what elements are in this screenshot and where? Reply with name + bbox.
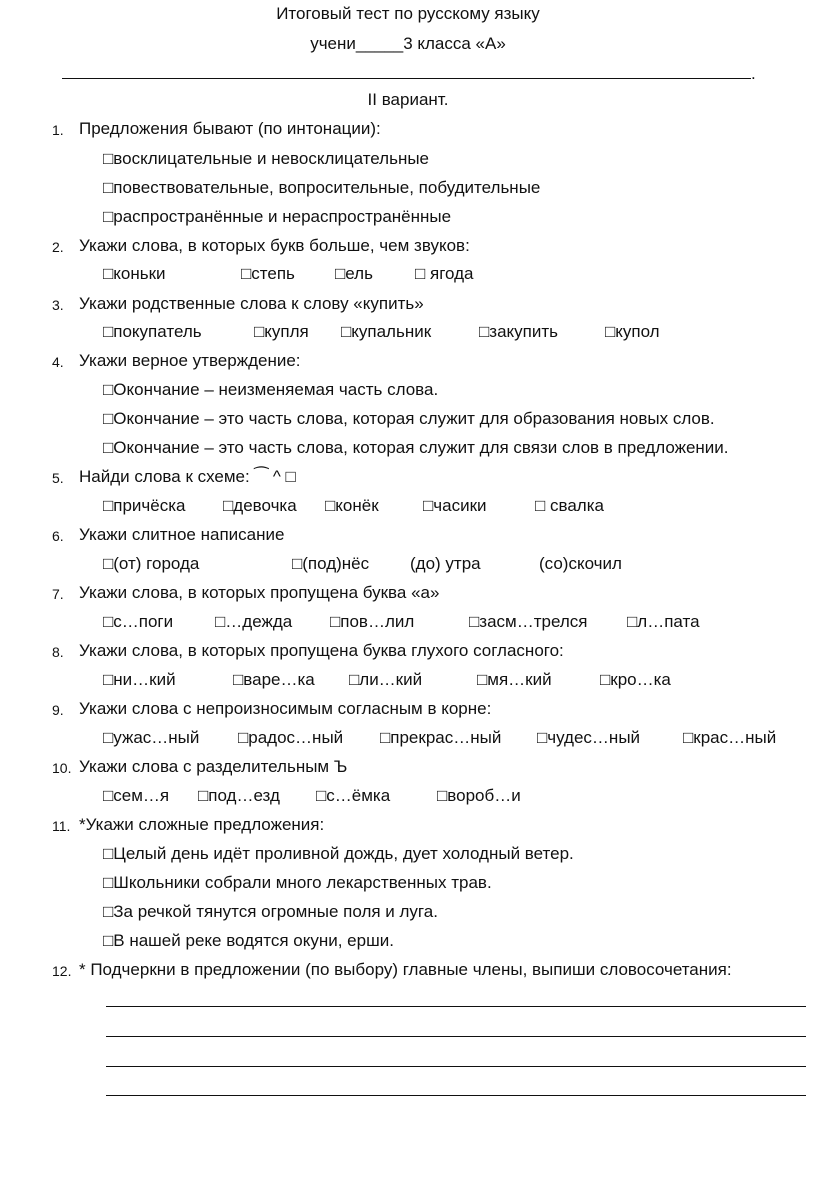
answer-option[interactable]: □ свалка (535, 496, 604, 515)
answer-option[interactable]: □ ягода (415, 264, 474, 283)
question-text: Укажи слова, в которых букв больше, чем звуков: (79, 236, 470, 255)
answer-option[interactable]: □девочка (223, 496, 297, 515)
answer-write-line[interactable] (106, 1095, 806, 1096)
question-number: 4. (52, 354, 64, 370)
question-number: 2. (52, 239, 64, 255)
answer-option[interactable]: □За речкой тянутся огромные поля и луга. (103, 902, 438, 921)
answer-option[interactable]: □с…поги (103, 612, 174, 631)
answer-option[interactable]: □причёска (103, 496, 186, 515)
answer-option[interactable]: □закупить (479, 322, 558, 341)
question-text: Предложения бывают (по интонации): (79, 119, 381, 138)
answer-option[interactable]: □чудес…ный (537, 728, 641, 747)
answer-option[interactable]: □восклицательные и невосклицательные (103, 149, 430, 168)
answer-option[interactable]: □крас…ный (683, 728, 777, 747)
student-name-row (62, 58, 756, 84)
answer-option[interactable]: □варе…ка (233, 670, 315, 689)
answer-option[interactable]: □повествовательные, вопросительные, побудительные (103, 178, 541, 197)
question-text: Укажи слитное написание (79, 525, 285, 544)
answer-option[interactable]: □Школьники собрали много лекарственных трав. (103, 873, 492, 892)
question-number: 6. (52, 528, 64, 544)
page-title: Итоговый тест по русскому языку (276, 4, 540, 23)
student-class-line (0, 34, 816, 54)
answer-option[interactable]: □коньки (103, 264, 166, 283)
answer-option[interactable]: □пов…лил (330, 612, 415, 631)
answer-write-line[interactable] (106, 1066, 806, 1067)
question-text: * Подчеркни в предложении (по выбору) главные члены, выпиши словосочетания: (79, 960, 732, 979)
question-text: Укажи верное утверждение: (79, 351, 301, 370)
answer-option[interactable]: □кро…ка (600, 670, 671, 689)
answer-option[interactable]: □распространённые и нераспространённые (103, 207, 452, 226)
answer-option[interactable]: □Окончание – это часть слова, которая служит для образования новых слов. (103, 409, 715, 428)
question-number: 1. (52, 122, 64, 138)
question-text: Найди слова к схеме: ⁀ ^ □ (79, 467, 296, 486)
question-number: 7. (52, 586, 64, 602)
name-line-end: . (751, 64, 756, 83)
answer-option[interactable]: □мя…кий (477, 670, 552, 689)
answer-write-line[interactable] (106, 1006, 806, 1007)
answer-option[interactable]: (со)скочил (539, 554, 622, 573)
student-name-line[interactable] (62, 58, 751, 79)
answer-option[interactable]: □радос…ный (238, 728, 344, 747)
question-number: 10. (52, 760, 72, 776)
question-number: 5. (52, 470, 64, 486)
answer-option[interactable]: (до) утра (410, 554, 481, 573)
answer-option[interactable]: □ель (335, 264, 373, 283)
answer-write-line[interactable] (106, 1036, 806, 1037)
answer-option[interactable]: □Окончание – неизменяемая часть слова. (103, 380, 439, 399)
answer-option[interactable]: □прекрас…ный (380, 728, 502, 747)
answer-option[interactable]: □вороб…и (437, 786, 521, 805)
question-number: 8. (52, 644, 64, 660)
question-number: 9. (52, 702, 64, 718)
answer-option[interactable]: □(под)нёс (292, 554, 370, 573)
answer-option[interactable]: □…дежда (215, 612, 293, 631)
question-text: *Укажи сложные предложения: (79, 815, 325, 834)
question-text: Укажи слова, в которых пропущена буква «а» (79, 583, 440, 602)
answer-option[interactable]: □ни…кий (103, 670, 176, 689)
answer-option[interactable]: □засм…трелся (469, 612, 588, 631)
answer-option[interactable]: □под…езд (198, 786, 280, 805)
answer-option[interactable]: □конёк (325, 496, 379, 515)
class-label: 3 класса «А» (403, 34, 506, 53)
question-number: 3. (52, 297, 64, 313)
answer-option[interactable]: □купля (254, 322, 309, 341)
answer-option[interactable]: □л…пата (627, 612, 700, 631)
answer-option[interactable]: □покупатель (103, 322, 202, 341)
question-text: Укажи слова с разделительным Ъ (79, 757, 348, 776)
answer-option[interactable]: □сем…я (103, 786, 170, 805)
answer-option[interactable]: □ли…кий (349, 670, 423, 689)
answer-option[interactable]: □с…ёмка (316, 786, 391, 805)
question-text: Укажи слова, в которых пропущена буква глухого согласного: (79, 641, 564, 660)
answer-option[interactable]: □Целый день идёт проливной дождь, дует холодный ветер. (103, 844, 574, 863)
answer-option[interactable]: □Окончание – это часть слова, которая служит для связи слов в предложении. (103, 438, 729, 457)
student-prefix: учени (310, 34, 356, 53)
answer-option[interactable]: □часики (423, 496, 487, 515)
answer-option[interactable]: □купол (605, 322, 660, 341)
answer-option[interactable]: □В нашей реке водятся окуни, ерши. (103, 931, 394, 950)
question-text: Укажи слова с непроизносимым согласным в корне: (79, 699, 492, 718)
answer-option[interactable]: □степь (241, 264, 295, 283)
question-number: 12. (52, 963, 72, 979)
answer-option[interactable]: □купальник (341, 322, 432, 341)
answer-option[interactable]: □(от) города (103, 554, 200, 573)
student-gender-blank[interactable]: _____ (355, 34, 404, 53)
question-text: Укажи родственные слова к слову «купить» (79, 294, 424, 313)
answer-option[interactable]: □ужас…ный (103, 728, 200, 747)
variant-label: II вариант. (367, 90, 449, 109)
question-number: 11. (52, 818, 71, 834)
